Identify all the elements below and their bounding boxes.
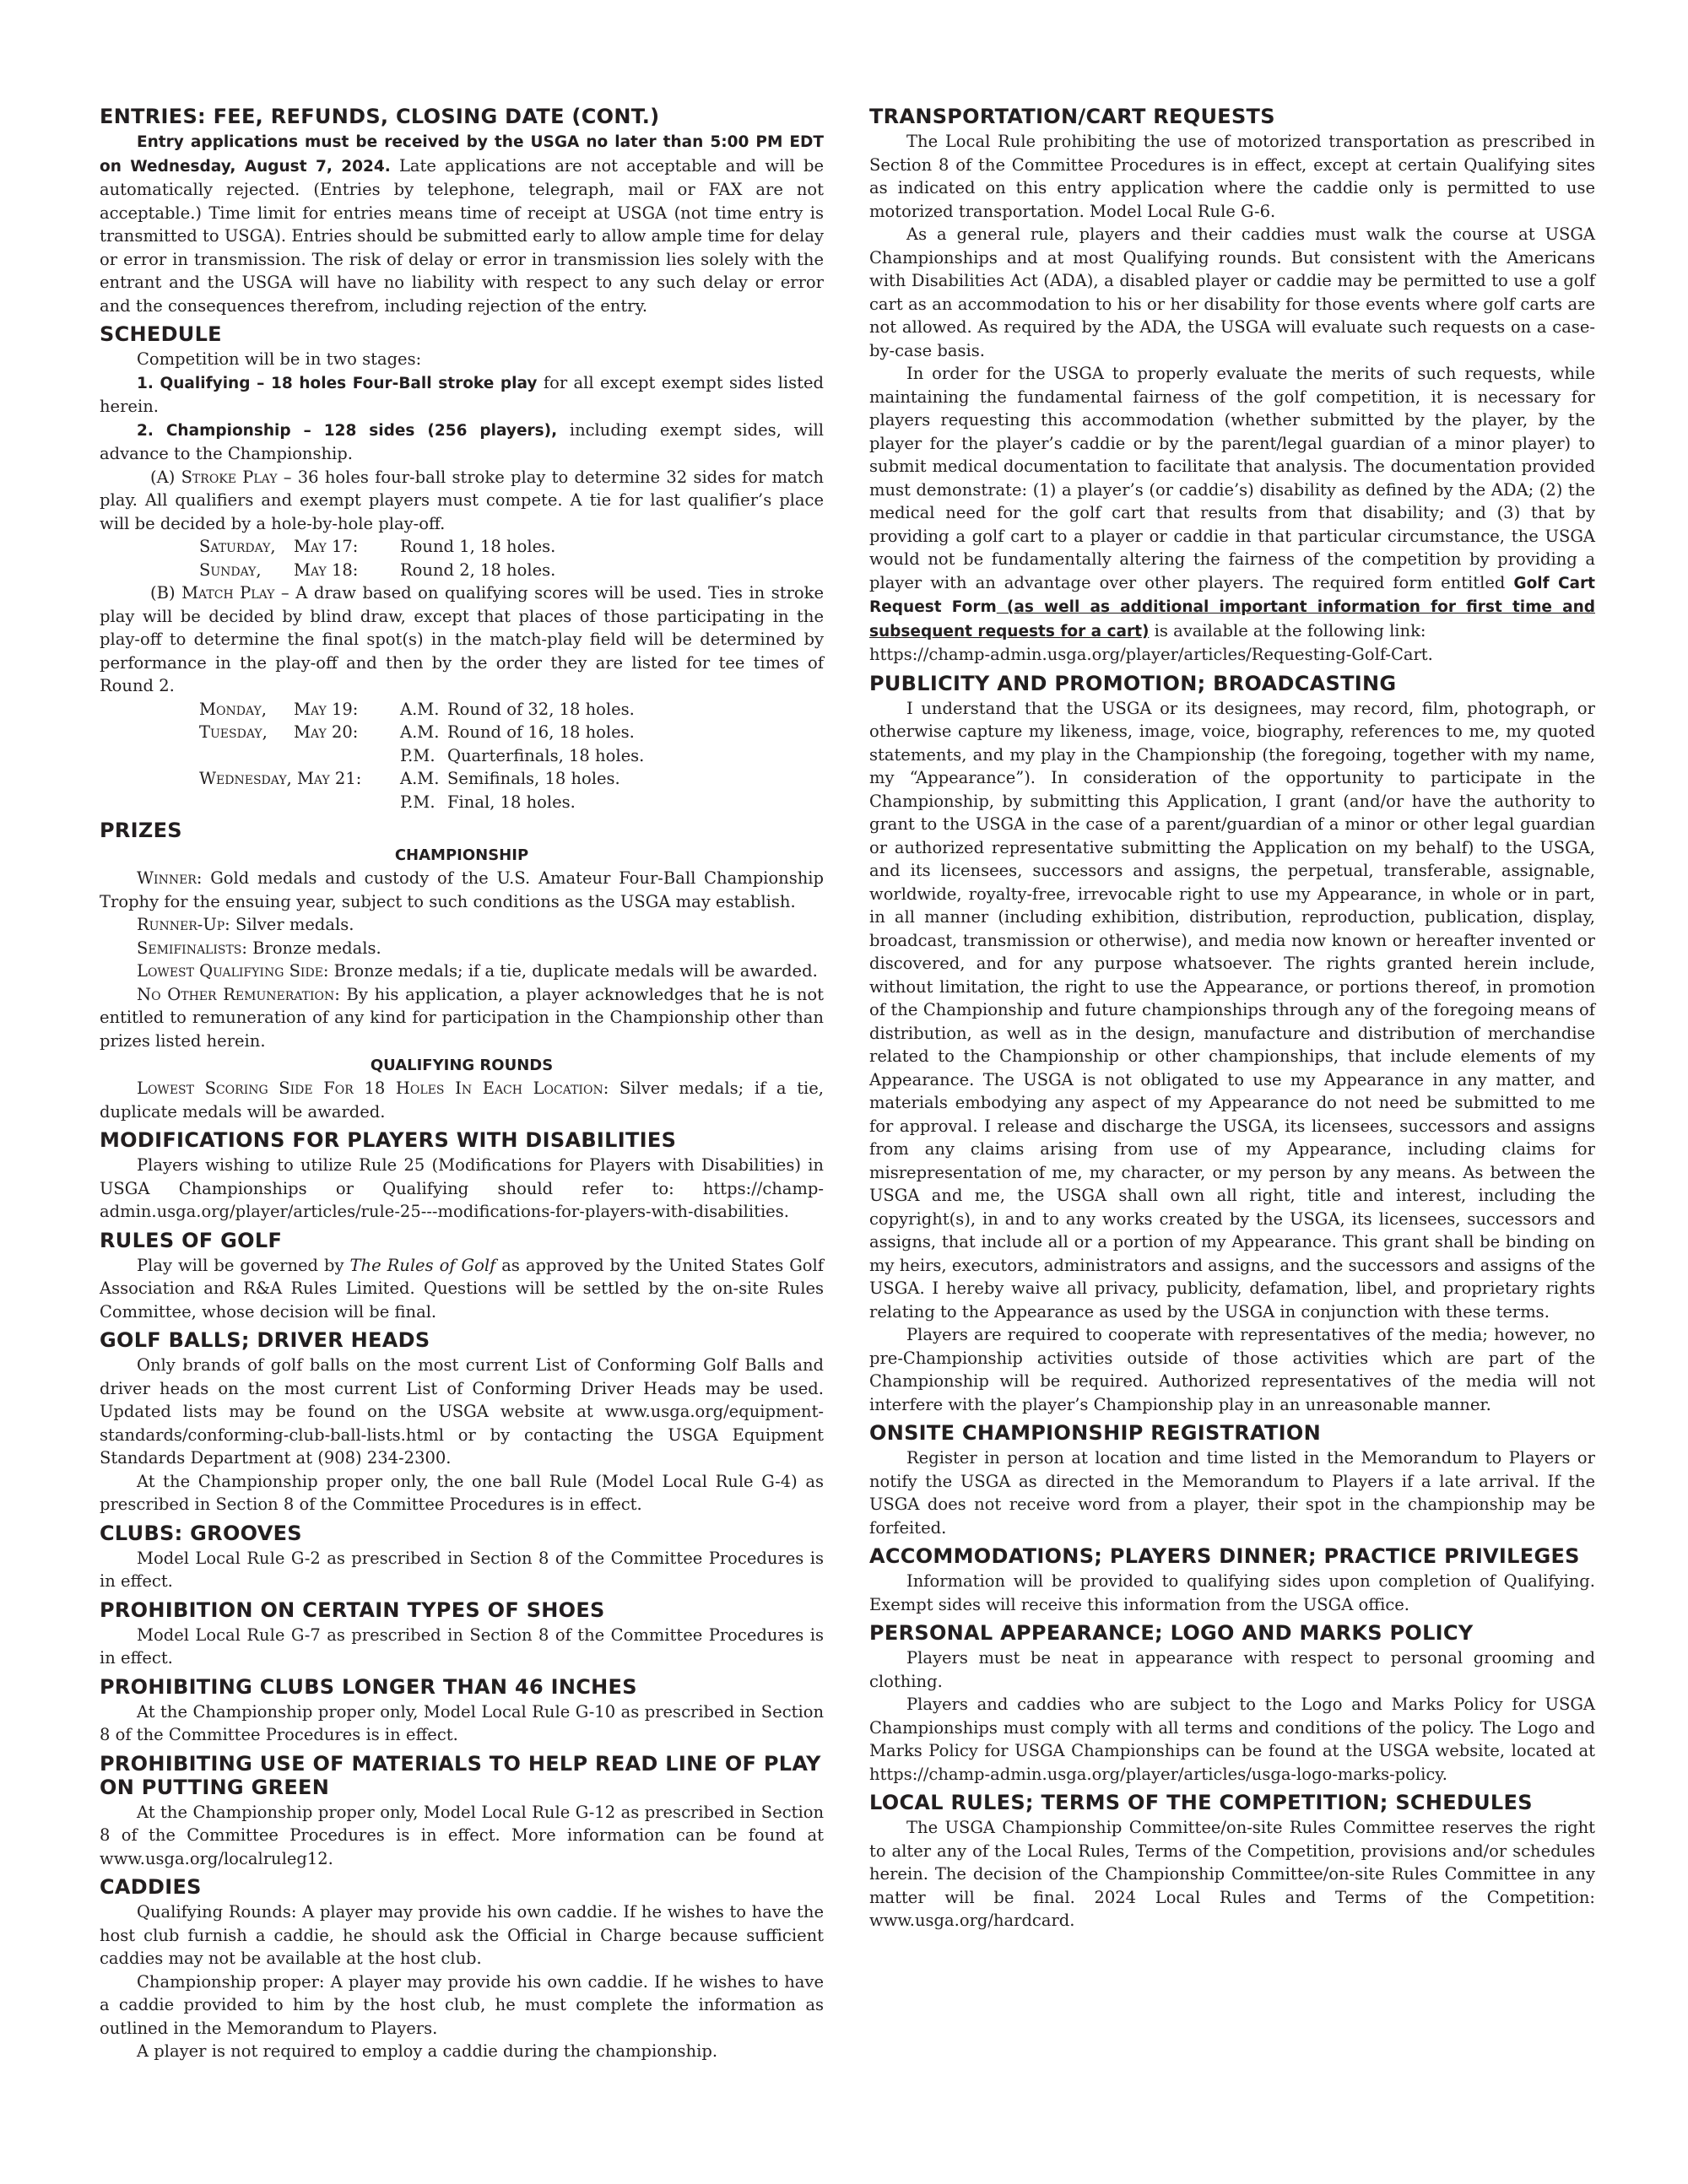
prize-label: Winner: xyxy=(137,868,203,888)
onsite-heading: ONSITE CHAMPIONSHIP REGISTRATION xyxy=(869,1421,1321,1445)
rules-heading: RULES OF GOLF xyxy=(100,1228,283,1252)
schedule-row xyxy=(199,698,644,722)
entries-deadline: Entry applications must be received by the USGA no later than 5:00 PM EDT on Wednesday, August 7, 2024. xyxy=(100,133,824,176)
schedule-row xyxy=(199,744,644,768)
schedule-event: Round 2, 18 holes. xyxy=(400,560,556,580)
match-play-label: (B) Match Play xyxy=(150,583,275,603)
entries-paragraph xyxy=(100,130,824,317)
schedule-day xyxy=(199,744,294,768)
shoes-heading: PROHIBITION ON CERTAIN TYPES OF SHOES xyxy=(100,1597,605,1622)
schedule-day: Monday, xyxy=(199,699,267,719)
rules-text xyxy=(100,1254,824,1324)
rules-of-golf-title: The Rules of Golf xyxy=(349,1255,496,1275)
local-rules-heading: LOCAL RULES; TERMS OF THE COMPETITION; SCHEDULES xyxy=(869,1791,1533,1814)
prize-winner xyxy=(100,867,824,913)
rules-text-post: as approved by the United States Golf Association and R&A Rules Limited. Questions will be settled by the on-site Rules Committee, whose decision will be final. xyxy=(100,1255,824,1322)
schedule-time: A.M. xyxy=(400,722,440,742)
schedule-row xyxy=(199,721,644,744)
schedule-stage-1 xyxy=(100,371,824,419)
prizes-heading: PRIZES xyxy=(100,819,182,842)
transport-evaluation-text: In order for the USGA to properly evaluate the merits of such requests, while maintaining the fundamental fairness of the golf competition, it is necessary for players requesting this accommodation (whether submitted by the player, by the player for the player’s caddie or by the parent/legal guardian of a minor player) to submit medical documentation to facilitate that analysis. The documentation provided must demonstrate: (1) a player’s (or caddie’s) disability as defined by the ADA; (2) the medical need for the golf cart that results from that disability; and (3) that by providing a golf cart to a player or caddie in that particular circumstance, the USGA would not be fundamentally altering the fairness of the competition by providing a player with an advantage over other players. The required form entitled xyxy=(869,364,1595,592)
schedule-date: May 18: xyxy=(294,560,359,580)
schedule-day xyxy=(199,791,294,814)
schedule-time: P.M. xyxy=(400,745,436,765)
prize-text: By his application, a player acknowledges that he is not entitled to remuneration of any kind for participation in the Championship other than prizes listed herein. xyxy=(100,984,825,1051)
schedule-time: A.M. xyxy=(400,699,440,719)
prize-label: Lowest Scoring Side For 18 Holes In Each Location: xyxy=(137,1078,609,1098)
schedule-day: Sunday, xyxy=(199,560,262,580)
schedule-time: P.M. xyxy=(400,792,436,812)
shoes-text: Model Local Rule G-7 as prescribed in Section 8 of the Committee Procedures is in effect. xyxy=(100,1624,824,1668)
transport-heading: TRANSPORTATION/CART REQUESTS xyxy=(869,105,1275,128)
caddies-heading: CADDIES xyxy=(100,1875,202,1899)
match-play-schedule xyxy=(199,698,644,814)
appearance-heading: PERSONAL APPEARANCE; LOGO AND MARKS POLICY xyxy=(869,1621,1474,1645)
long-clubs-text: At the Championship proper only, Model Local Rule G-10 as prescribed in Section 8 of the Committee Procedures is in effect. xyxy=(100,1701,824,1744)
schedule-date: May 20: xyxy=(294,722,359,742)
caddies-not-required: A player is not required to employ a caddie during the championship. xyxy=(137,2041,718,2061)
onsite-text: Register in person at location and time listed in the Memorandum to Players or notify the USGA as directed in the Memorandum to Players if a late arrival. If the USGA does not receive word from a player, their spot in the championship may be forfeited. xyxy=(869,1448,1595,1538)
long-clubs-heading: PROHIBITING CLUBS LONGER THAN 46 INCHES xyxy=(100,1674,637,1699)
modifications-heading: MODIFICATIONS FOR PLAYERS WITH DISABILITIES xyxy=(100,1128,677,1152)
schedule-date: May 21: xyxy=(296,769,362,788)
stage-1-text: for all except exempt sides listed herein. xyxy=(100,372,825,416)
transport-local-rule: The Local Rule prohibiting the use of motorized transportation as prescribed in Section 8 of the Committee Procedures is in effect, except at certain Qualifying sites as indicated on this entry application where the caddie only is permitted to use motorized transportation. Model Local Rule G-6. xyxy=(869,132,1595,221)
materials-text: At the Championship proper only, Model Local Rule G-12 as prescribed in Section 8 of the Committee Procedures is in effect. More information can be found at www.usga.org/localruleg12. xyxy=(100,1802,824,1868)
publicity-grant: I understand that the USGA or its designees, may record, film, photograph, or otherwise capture my likeness, image, voice, biography, references to me, my quoted statements, and my play in the Championship (the foregoing, together with my name, my “Appearance”). In consideration of the opportunity to participate in the Championship, by submitting this Application, I grant (and/or have the authority to grant to the USGA in the case of a parent/guardian of a minor or other legal guardian or authorized representative submitting the Application on my behalf) to the USGA, and its licensees, successors and assigns, the perpetual, transferable, assignable, worldwide, royalty-free, irrevocable right to use my Appearance, in whole or in part, in all manner (including exhibition, distribution, reproduction, publication, display, broadcast, transmission or otherwise), and media now known or hereafter invented or discovered, and for any purpose whatsoever. The rights granted herein include, without limitation, the right to use the Appearance, or portions thereof, in promotion of the Championship and future championships through any of the foregoing means of distribution, as well as in the design, manufacture and distribution of merchandise related to the Championship or other championships, that include elements of my Appearance. The USGA is not obligated to use my Appearance in any matter, and materials embodying any aspect of my Appearance do not need be submitted to me for approval. I release and discharge the USGA, its licensees, successors and assigns from any claims arising from use of my Appearance, including claims for misrepresentation of me, my character, or my person by any means. As between the USGA and me, the USGA shall own all right, title and interest, including the copyright(s), in and to any works created by the USGA, its licensees, successors and assigns, that include all or a portion of my Appearance. This grant shall be binding on my heirs, executors, administrators and assigns, and the successors and assigns of the USGA. I hereby waive all privacy, publicity, defamation, libel, and proprietary rights relating to the Appearance as used by the USGA in conjunction with these terms. xyxy=(869,698,1595,1322)
prize-text: Silver medals. xyxy=(230,915,354,934)
schedule-day: Tuesday, xyxy=(199,722,268,742)
schedule-time: A.M. xyxy=(400,769,440,788)
prize-label: Runner-Up: xyxy=(137,915,230,934)
transport-evaluation xyxy=(869,362,1595,667)
schedule-event: Semifinals, 18 holes. xyxy=(447,769,620,788)
match-play-text: – A draw based on qualifying scores will be used. Ties in stroke play will be decided by blind draw, except that places of those participating in the play-off to determine the final spot(s) in the match-play field will be determined by performance in the play-off and then by the order they are listed for tee times of Round 2. xyxy=(100,583,824,695)
qualifying-rounds-subheading: QUALIFYING ROUNDS xyxy=(370,1057,554,1074)
schedule-event: Round of 16, 18 holes. xyxy=(447,722,635,742)
prize-text: Gold medals and custody of the U.S. Amateur Four-Ball Championship Trophy for the ensuing year, subject to such conditions as the USGA may establish. xyxy=(100,868,824,911)
schedule-day-date xyxy=(199,767,400,791)
prize-no-other-remuneration xyxy=(100,983,824,1053)
schedule-event: Final, 18 holes. xyxy=(447,792,576,812)
match-play-paragraph xyxy=(100,581,824,698)
transport-evaluation-end: is available at the following link: xyxy=(1149,620,1426,641)
prize-semifinalists xyxy=(100,937,824,960)
prize-lowest-qualifying xyxy=(100,960,824,983)
schedule-heading: SCHEDULE xyxy=(100,322,222,346)
transport-ada: As a general rule, players and their caddies must walk the course at USGA Championships and at most Qualifying rounds. But consistent with the Americans with Disabilities Act (ADA), a disabled player or caddie may be permitted to use a golf cart as an accommodation to his or her disability for those events where golf carts are not allowed. As required by the ADA, the USGA will evaluate such requests on a case-by-case basis. xyxy=(869,224,1595,360)
one-ball-rule-text: At the Championship proper only, the one ball Rule (Model Local Rule G-4) as prescribed in Section 8 of the Committee Procedures is in effect. xyxy=(100,1471,824,1514)
schedule-stage-2 xyxy=(100,419,824,466)
stroke-play-paragraph xyxy=(100,466,824,536)
schedule-day: Saturday, xyxy=(199,537,276,556)
entries-heading: ENTRIES: FEE, REFUNDS, CLOSING DATE (CONT.) xyxy=(100,105,660,128)
prize-label: Lowest Qualifying Side: xyxy=(137,961,329,981)
championship-subheading: CHAMPIONSHIP xyxy=(394,846,529,864)
accommodations-heading: ACCOMMODATIONS; PLAYERS DINNER; PRACTICE PRIVILEGES xyxy=(869,1544,1580,1568)
prize-text: Silver medals; if a tie, duplicate medals will be awarded. xyxy=(100,1078,824,1122)
schedule-date: May 19: xyxy=(294,699,359,719)
entries-body: Late applications are not acceptable and will be automatically rejected. (Entries by telephone, telegraph, mail or FAX are not acceptable.) Time limit for entries means time of receipt at USGA (not time entry is transmitted to USGA). Entries should be submitted early to allow ample time for delay or error in transmission. The risk of delay or error in transmission lies solely with the entrant and the USGA will have no liability with respect to any such delay or error and the consequences therefrom, including rejection of the entry. xyxy=(100,155,824,316)
schedule-row xyxy=(199,791,644,814)
stroke-play-text: – 36 holes four-ball stroke play to determine 32 sides for match play. All qualifiers and exempt players must compete. A tie for last qualifier’s place will be decided by a hole-by-hole play-off. xyxy=(100,467,824,533)
golf-cart-form-name: Golf Cart Request Form xyxy=(869,574,1595,616)
schedule-date xyxy=(294,791,400,814)
publicity-media: Players are required to cooperate with representatives of the media; however, no pre-Championship activities outside of those activities which are part of the Championship will be required. Authorized representatives of the media will not interfere with the player’s Championship play in an unreasonable manner. xyxy=(869,1325,1595,1414)
schedule-row xyxy=(199,535,555,559)
accommodations-text: Information will be provided to qualifying sides upon completion of Qualifying. Exempt sides will receive this information from the USGA office. xyxy=(869,1571,1595,1614)
schedule-row xyxy=(199,559,555,582)
prize-runner-up xyxy=(100,913,824,937)
stage-1-label: 1. Qualifying – 18 holes Four-Ball stroke play xyxy=(137,374,538,392)
schedule-event: Round of 32, 18 holes. xyxy=(447,699,635,719)
schedule-intro: Competition will be in two stages: xyxy=(137,349,422,369)
left-column xyxy=(100,100,824,2063)
publicity-heading: PUBLICITY AND PROMOTION; BROADCASTING xyxy=(869,671,1397,695)
stage-2-text: including exempt sides, will advance to the Championship. xyxy=(100,419,824,463)
caddies-qualifying: Qualifying Rounds: A player may provide his own caddie. If he wishes to have the host club furnish a caddie, he should ask the Official in Charge because sufficient caddies may not be available at the host club. xyxy=(100,1902,824,1968)
schedule-day: Wednesday, xyxy=(199,769,292,788)
stage-2-label: 2. Championship – 128 sides (256 players), xyxy=(137,421,558,440)
schedule-row xyxy=(199,767,644,791)
prize-text: Bronze medals; if a tie, duplicate medals will be awarded. xyxy=(328,961,818,981)
right-column xyxy=(869,100,1595,1933)
appearance-logo-policy: Players and caddies who are subject to the Logo and Marks Policy for USGA Championships must comply with all terms and conditions of the policy. The Logo and Marks Policy for USGA Championships can be found at the USGA website, located at https://champ-admin.usga.org/player/articles/usga-logo-marks-policy. xyxy=(869,1695,1595,1784)
golf-balls-text: Only brands of golf balls on the most current List of Conforming Golf Balls and driver heads on the most current List of Conforming Driver Heads may be used. Updated lists may be found on the USGA website at www.usga.org/equipment-standards/conforming-club-ball-lists.html or by contacting the USGA Equipment Standards Department at (908) 234-2300. xyxy=(100,1355,824,1468)
local-rules-text: The USGA Championship Committee/on-site Rules Committee reserves the right to alter any of the Local Rules, Terms of the Competition, provisions and/or schedules herein. The decision of the Championship Committee/on-site Rules Committee in any matter will be final. 2024 Local Rules and Terms of the Competition: www.usga.org/hardcard. xyxy=(869,1818,1595,1930)
materials-heading: PROHIBITING USE OF MATERIALS TO HELP READ LINE OF PLAY ON PUTTING GREEN xyxy=(100,1751,821,1799)
prize-label: No Other Remuneration: xyxy=(137,984,340,1004)
schedule-event: Round 1, 18 holes. xyxy=(400,537,556,556)
modifications-text: Players wishing to utilize Rule 25 (Modifications for Players with Disabilities) in USGA Championships or Qualifying should refer to: https://champ-admin.usga.org/player/articles/rule-25---modifications-for-players-with-disabilities. xyxy=(100,1155,824,1221)
schedule-date: May 17: xyxy=(294,537,359,556)
schedule-date xyxy=(294,744,400,768)
appearance-grooming: Players must be neat in appearance with respect to personal grooming and clothing. xyxy=(869,1648,1595,1691)
stroke-play-label: (A) Stroke Play xyxy=(150,467,278,487)
schedule-event: Quarterfinals, 18 holes. xyxy=(447,745,645,765)
clubs-heading: CLUBS: GROOVES xyxy=(100,1521,302,1545)
rules-text-pre: Play will be governed by xyxy=(137,1255,350,1275)
clubs-text: Model Local Rule G-2 as prescribed in Section 8 of the Committee Procedures is in effect. xyxy=(100,1548,824,1591)
golf-cart-url[interactable]: https://champ-admin.usga.org/player/articles/Requesting-Golf-Cart. xyxy=(869,645,1433,664)
caddies-championship: Championship proper: A player may provide his own caddie. If he wishes to have a caddie provided to him by the host club, he must complete the information as outlined in the Memorandum to Players. xyxy=(100,1971,824,2038)
stroke-play-schedule xyxy=(199,535,555,581)
prize-qualifying xyxy=(100,1077,824,1123)
prize-text: Bronze medals. xyxy=(246,938,381,958)
golf-balls-heading: GOLF BALLS; DRIVER HEADS xyxy=(100,1328,430,1352)
prize-label: Semifinalists: xyxy=(137,938,247,958)
golf-cart-info-link[interactable]: (as well as additional important information for first time and subsequent requests for a cart) xyxy=(869,598,1596,641)
